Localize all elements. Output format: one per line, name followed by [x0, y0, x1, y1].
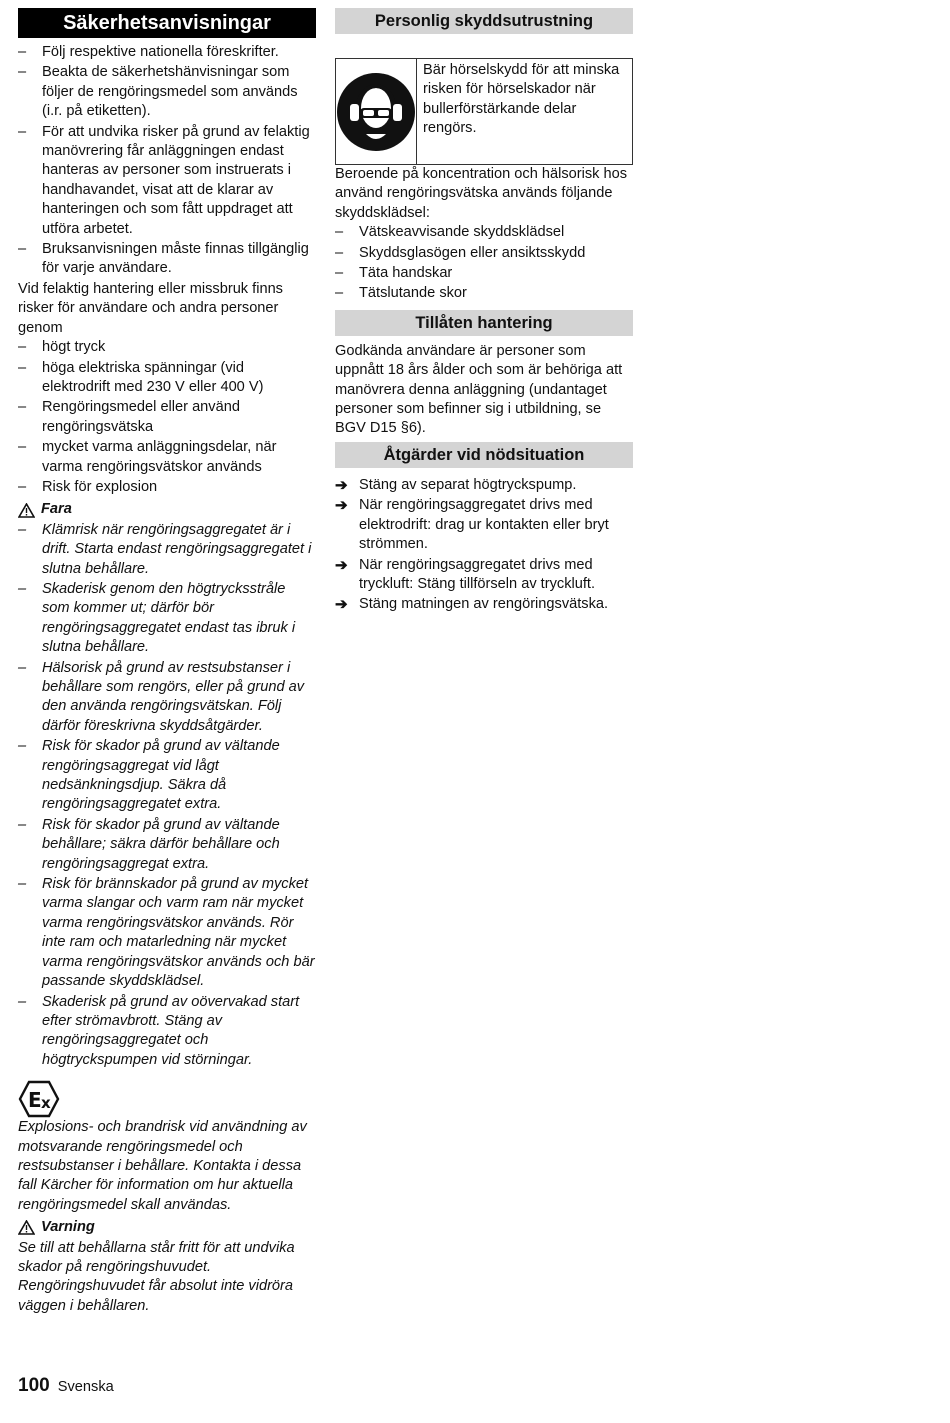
ppe-icon-cell — [336, 59, 417, 164]
list-item: ➔ Stäng av separat högtryckspump. — [335, 476, 633, 495]
risk-list — [18, 338, 316, 497]
list-item: – Klämrisk när rengöringsaggregatet är i drift. Starta endast rengöringsaggregatet i slutna behållare. — [18, 521, 316, 579]
page-footer — [18, 1376, 114, 1397]
ppe-list — [335, 223, 633, 304]
ppe-notice-box — [335, 58, 633, 165]
list-item: – För att undvika risker på grund av felaktig manövrering får anläggningen endast hanteras av personer som instruerats i handhavandet, visat att de klarar av hanteringen och som fått uppdraget att utföra arbetet. — [18, 123, 316, 239]
list-item: – Risk för skador på grund av vältande rengöringsaggregat vid lågt nedsänkningsdjup. Säkra då rengöringsaggregatet extra. — [18, 737, 316, 815]
list-item: – Vätskeavvisande skyddsklädsel — [335, 223, 633, 242]
list-item: – Skyddsglasögen eller ansiktsskydd — [335, 244, 633, 263]
list-item: – Skaderisk genom den högtrycksstråle som kommer ut; därför bör rengöringsaggregatet endast tas ibruk i slutna behållare. — [18, 580, 316, 658]
list-item: – högt tryck — [18, 338, 316, 357]
list-item: – Täta handskar — [335, 264, 633, 283]
danger-list — [18, 521, 316, 1070]
allowed-text: Godkända användare är personer som uppnått 18 års ålder och som är behöriga att manövrera denna anläggning (undantaget personer som befinner sig i utbildning, se BGV D15 §6). — [335, 342, 623, 437]
warning-triangle-icon — [18, 503, 35, 518]
list-item: – Risk för explosion — [18, 478, 316, 497]
list-item: – Risk för skador på grund av vältande behållare; säkra därför behållare och rengöringsaggregat extra. — [18, 816, 316, 874]
footer-language: Svenska — [57, 1379, 114, 1395]
list-item: – Följ respektive nationella föreskrifter. — [18, 43, 316, 62]
warning-text: Se till att behållarna står fritt för att undvika skador på rengöringshuvudet. Rengöringshuvudet får absolut inte vidröra väggen i behållaren. — [18, 1239, 295, 1314]
warning-triangle-icon — [18, 1220, 35, 1235]
section-title-safety: Säkerhetsanvisningar — [18, 8, 316, 38]
warning-heading — [18, 1218, 316, 1237]
danger-heading — [18, 500, 316, 519]
list-item: ➔ Stäng matningen av rengöringsvätska. — [335, 595, 633, 614]
list-item: ➔ När rengöringsaggregatet drivs med elektrodrift: drag ur kontakten eller bryt strömmen. — [335, 496, 633, 554]
ppe-intro: Beroende på koncentration och hälsorisk hos använd rengöringsvätska används följande skyddsklädsel: — [335, 166, 628, 221]
right-column — [335, 8, 633, 616]
svg-text:E: E — [28, 1088, 42, 1113]
misuse-intro: Vid felaktig hantering eller missbruk finns risker för användare och andra personer genom — [18, 280, 283, 336]
hearing-eye-protection-icon — [336, 72, 416, 152]
section-title-ppe: Personlig skyddsutrustning — [335, 8, 633, 34]
list-item: – mycket varma anläggningsdelar, när varma rengöringsvätskor används — [18, 438, 316, 477]
explosion-text: Explosions- och brandrisk vid användning av motsvarande rengöringsmedel och restsubstanser i behållare. Kontakta i dessa fall Kärcher för information om hur aktuella rengöringsmedel skall användas. — [18, 1119, 307, 1213]
section-title-emergency: Åtgärder vid nödsituation — [335, 442, 633, 468]
list-item: – Tätslutande skor — [335, 284, 633, 303]
section-title-allowed: Tillåten hantering — [335, 310, 633, 336]
list-item: ➔ När rengöringsaggregatet drivs med tryckluft: Stäng tillförseln av tryckluft. — [335, 556, 633, 595]
list-item: – Skaderisk på grund av oövervakad start efter strömavbrott. Stäng av rengöringsaggregatet och högtryckspumpen vid störningar. — [18, 993, 316, 1071]
warning-label: Varning — [41, 1219, 95, 1236]
list-item: – Bruksanvisningen måste finnas tillgänglig för varje användare. — [18, 240, 316, 279]
list-item: – Beakta de säkerhetshänvisningar som följer de rengöringsmedel som används (i.r. på etiketten). — [18, 63, 316, 121]
safety-list — [18, 43, 316, 279]
list-item: – höga elektriska spänningar (vid elektrodrift med 230 V eller 400 V) — [18, 359, 316, 398]
left-column — [18, 8, 316, 1316]
page-number: 100 — [18, 1375, 50, 1396]
list-item: – Rengöringsmedel eller använd rengöringsvätska — [18, 398, 316, 437]
emergency-list — [335, 476, 633, 615]
danger-label: Fara — [41, 501, 72, 518]
explosion-hazard-icon — [18, 1080, 60, 1118]
svg-text:x: x — [41, 1094, 51, 1113]
ppe-box-text: Bär hörselskydd för att minska risken för hörselskador när bullerförstärkande delar rengörs. — [423, 62, 620, 137]
list-item: – Risk för brännskador på grund av mycket varma slangar och varm ram när mycket varma rengöringsvätskor används. Rör inte ram och matarledning när mycket varma rengöringsvätskor används och bär passande skyddsklädsel. — [18, 875, 316, 991]
list-item: – Hälsorisk på grund av restsubstanser i behållare som rengörs, eller på grund av den använda rengöringsvätskan. Följ därför föreskrivna skyddsåtgärder. — [18, 659, 316, 737]
ex-symbol-wrap — [18, 1080, 316, 1118]
